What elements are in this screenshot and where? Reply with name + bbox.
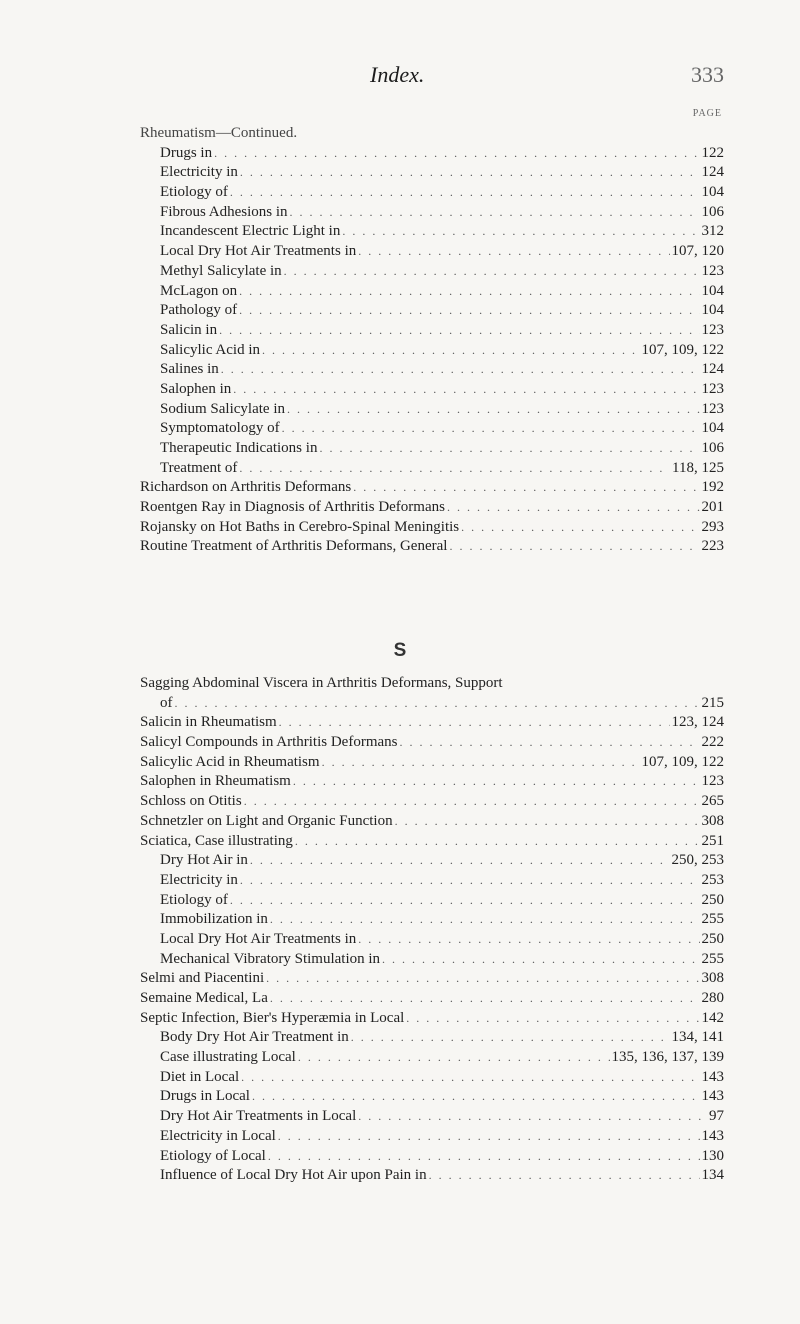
- leader-dots: [279, 713, 670, 733]
- leader-dots: [250, 851, 670, 871]
- entry-text: McLagon on: [160, 282, 238, 299]
- leader-dots: [252, 1087, 700, 1107]
- entry-text: Local Dry Hot Air Treatments in: [160, 243, 357, 260]
- entry-text: Local Dry Hot Air Treatments in: [160, 930, 357, 947]
- leader-dots: [399, 733, 699, 753]
- index-entry: [140, 301, 724, 321]
- entry-text: Rojansky on Hot Baths in Cerebro-Spinal Meningitis: [140, 518, 460, 535]
- leader-dots: [240, 163, 700, 183]
- leader-dots: [358, 242, 669, 262]
- entry-text: Electricity in: [160, 164, 238, 181]
- leader-dots: [270, 989, 700, 1009]
- entry-pages: 104: [701, 184, 724, 201]
- index-entry: [140, 772, 724, 792]
- leader-dots: [290, 203, 700, 223]
- entry-pages: 123, 124: [671, 714, 724, 731]
- leader-dots: [175, 694, 700, 714]
- entry-text: Salophen in: [160, 380, 232, 397]
- leader-dots: [244, 792, 700, 812]
- leader-dots: [298, 1048, 610, 1068]
- leader-dots: [262, 341, 640, 361]
- index-entry: [140, 1068, 724, 1088]
- entry-pages: 293: [701, 518, 724, 535]
- page-number: 333: [691, 62, 724, 87]
- entry-pages: 142: [701, 1009, 724, 1026]
- leader-dots: [287, 400, 700, 420]
- entry-text: Sagging Abdominal Viscera in Arthritis Deformans, Support: [140, 675, 503, 691]
- leader-dots: [282, 419, 700, 439]
- entry-pages: 124: [701, 164, 724, 181]
- entry-text: Dry Hot Air in: [160, 852, 248, 869]
- entry-text: Dry Hot Air Treatments in Local: [160, 1108, 357, 1125]
- entry-pages: 118, 125: [672, 459, 724, 476]
- index-entry: [140, 459, 724, 479]
- entry-text: Salicylic Acid in Rheumatism: [140, 753, 320, 770]
- entry-text: Salicin in: [160, 321, 218, 338]
- index-entry: [140, 851, 724, 871]
- entry-pages: 130: [701, 1147, 724, 1164]
- leader-dots: [241, 1068, 699, 1088]
- entry-pages: 251: [701, 832, 724, 849]
- entry-text: Case illustrating Local: [160, 1049, 296, 1066]
- entry-pages: 223: [701, 538, 724, 555]
- index-entry: [140, 518, 724, 538]
- index-entry: [140, 262, 724, 282]
- entry-text: Symptomatology of: [160, 420, 280, 437]
- leader-dots: [447, 498, 700, 518]
- entry-pages: 308: [701, 812, 724, 829]
- entry-text: Electricity in: [160, 871, 238, 888]
- index-entry: [140, 144, 724, 164]
- leader-dots: [214, 144, 699, 164]
- entry-pages: 265: [701, 793, 724, 810]
- leader-dots: [219, 321, 699, 341]
- entry-pages: 308: [701, 970, 724, 987]
- index-entry: [140, 713, 724, 733]
- index-entry: [140, 360, 724, 380]
- entry-text: Sodium Salicylate in: [160, 400, 285, 417]
- entry-text: Methyl Salicylate in: [160, 262, 282, 279]
- index-section-s: [140, 674, 724, 1186]
- entry-text: Pathology of: [160, 302, 238, 319]
- leader-dots: [240, 871, 700, 891]
- index-entry: [140, 1028, 724, 1048]
- index-entry: [140, 969, 724, 989]
- entry-pages: 104: [701, 282, 724, 299]
- entry-text: Fibrous Adhesions in: [160, 203, 288, 220]
- leader-dots: [266, 969, 699, 989]
- entry-pages: 123: [701, 380, 724, 397]
- index-entry: [140, 163, 724, 183]
- index-entry: [140, 950, 724, 970]
- index-entry: [140, 222, 724, 242]
- leader-dots: [239, 459, 670, 479]
- leader-dots: [319, 439, 699, 459]
- index-entry: [140, 321, 724, 341]
- leader-dots: [284, 262, 700, 282]
- section-letter: S: [393, 640, 407, 661]
- index-entry: [140, 203, 724, 223]
- leader-dots: [221, 360, 700, 380]
- entry-text: Drugs in Local: [160, 1088, 250, 1105]
- entry-pages: 143: [701, 1068, 724, 1085]
- entry-text: Salicin in Rheumatism: [140, 714, 277, 731]
- entry-pages: 250: [701, 930, 724, 947]
- index-entry: [140, 1107, 724, 1127]
- leader-dots: [353, 478, 699, 498]
- leader-dots: [461, 518, 699, 538]
- entry-pages: 123: [701, 773, 724, 790]
- index-entry: [140, 380, 724, 400]
- leader-dots: [358, 930, 699, 950]
- leader-dots: [293, 772, 700, 792]
- entry-pages: 107, 109, 122: [641, 753, 724, 770]
- leader-dots: [358, 1107, 707, 1127]
- entry-text: Schloss on Otitis: [140, 793, 242, 810]
- entry-pages: 222: [701, 734, 724, 751]
- index-entry: [140, 694, 724, 714]
- entry-pages: 250, 253: [671, 852, 724, 869]
- index-entry: [140, 282, 724, 302]
- leader-dots: [449, 537, 699, 557]
- entry-pages: 143: [701, 1088, 724, 1105]
- index-entry: [140, 910, 724, 930]
- entry-text: Septic Infection, Bier's Hyperæmia in Local: [140, 1009, 405, 1026]
- index-entry: [140, 400, 724, 420]
- entry-pages: 255: [701, 911, 724, 928]
- entry-text: Etiology of: [160, 891, 228, 908]
- entry-text: Mechanical Vibratory Stimulation in: [160, 950, 381, 967]
- entry-pages: 250: [701, 891, 724, 908]
- index-entry: [140, 1087, 724, 1107]
- entry-pages: 143: [701, 1127, 724, 1144]
- leader-dots: [230, 891, 700, 911]
- entry-pages: 123: [701, 321, 724, 338]
- index-entry: [140, 498, 724, 518]
- entry-text: Treatment of: [160, 459, 238, 476]
- entry-text: Diet in Local: [160, 1068, 240, 1085]
- entry-text: Etiology of: [160, 184, 228, 201]
- entry-pages: 280: [701, 990, 724, 1006]
- leader-dots: [268, 1147, 700, 1167]
- entry-pages: 106: [701, 203, 724, 220]
- entry-pages: 201: [701, 499, 724, 516]
- index-entry: [140, 537, 724, 557]
- entry-pages: 135, 136, 137, 139: [611, 1049, 724, 1066]
- index-entry: [140, 1166, 724, 1186]
- entry-text: Incandescent Electric Light in: [160, 223, 341, 240]
- entry-pages: 106: [701, 440, 724, 456]
- index-entry: [140, 1147, 724, 1167]
- index-entry: [140, 674, 724, 694]
- index-entry: [140, 1048, 724, 1068]
- index-entry: [140, 989, 724, 1009]
- entry-text: Therapeutic Indications in: [160, 440, 318, 456]
- entry-pages: 124: [701, 361, 724, 378]
- leader-dots: [406, 1009, 699, 1029]
- page-header: [0, 62, 800, 92]
- entry-text: Routine Treatment of Arthritis Deformans, General: [140, 538, 448, 555]
- index-entry: [140, 439, 724, 459]
- entry-pages: 192: [701, 479, 724, 496]
- leader-dots: [295, 832, 700, 852]
- index-heading: [140, 124, 724, 144]
- entry-text: Schnetzler on Light and Organic Function: [140, 812, 393, 829]
- leader-dots: [239, 301, 699, 321]
- leader-dots: [382, 950, 699, 970]
- entry-pages: 123: [701, 400, 724, 417]
- index-entry: [140, 832, 724, 852]
- entry-text: Salophen in Rheumatism: [140, 773, 291, 790]
- leader-dots: [322, 753, 640, 773]
- entry-text: Selmi and Piacentini: [140, 970, 265, 987]
- index-entry: [140, 341, 724, 361]
- index-entry: [140, 242, 724, 262]
- entry-text: Etiology of Local: [160, 1147, 266, 1164]
- leader-dots: [270, 910, 700, 930]
- entry-pages: 253: [701, 871, 724, 888]
- entry-text: Salicyl Compounds in Arthritis Deformans: [140, 734, 398, 751]
- entry-pages: 107, 120: [671, 243, 724, 260]
- entry-pages: 134, 141: [671, 1029, 724, 1046]
- heading-text: Rheumatism—Continued.: [140, 125, 298, 141]
- index-entry: [140, 183, 724, 203]
- entry-text: Roentgen Ray in Diagnosis of Arthritis Deformans: [140, 499, 445, 516]
- entry-pages: 107, 109, 122: [641, 341, 724, 358]
- entry-text: Influence of Local Dry Hot Air upon Pain in: [160, 1167, 427, 1184]
- leader-dots: [351, 1028, 670, 1048]
- leader-dots: [342, 222, 699, 242]
- leader-dots: [233, 380, 699, 400]
- index-entry: [140, 1009, 724, 1029]
- leader-dots: [395, 812, 700, 832]
- index-entry: [140, 871, 724, 891]
- index-entry: [140, 753, 724, 773]
- entry-pages: 215: [701, 694, 724, 711]
- entry-text: Immobilization in: [160, 911, 268, 928]
- leader-dots: [239, 282, 699, 302]
- leader-dots: [278, 1127, 700, 1147]
- entry-pages: 134: [701, 1167, 724, 1184]
- entry-pages: 104: [701, 302, 724, 319]
- running-title: Index.: [370, 62, 425, 87]
- entry-text: Electricity in Local: [160, 1127, 276, 1144]
- entry-text: Sciatica, Case illustrating: [140, 832, 293, 849]
- index-entry: [140, 792, 724, 812]
- entry-pages: 104: [701, 420, 724, 437]
- entry-pages: 97: [709, 1108, 724, 1125]
- entry-text: Richardson on Arthritis Deformans: [140, 479, 352, 496]
- page-column-label: PAGE: [692, 108, 722, 119]
- entry-pages: 123: [701, 262, 724, 279]
- index-section-r: [140, 124, 724, 557]
- index-entry: [140, 733, 724, 753]
- entry-text: Body Dry Hot Air Treatment in: [160, 1029, 349, 1046]
- entry-text: Salines in: [160, 361, 219, 378]
- entry-text: of: [160, 694, 173, 711]
- leader-dots: [429, 1166, 700, 1186]
- index-entry: [140, 419, 724, 439]
- entry-text: Semaine Medical, La: [140, 990, 268, 1006]
- entry-pages: 122: [701, 144, 724, 161]
- entry-pages: 255: [701, 950, 724, 967]
- entry-pages: 312: [701, 223, 724, 240]
- index-entry: [140, 930, 724, 950]
- leader-dots: [230, 183, 700, 203]
- index-entry: [140, 1127, 724, 1147]
- entry-text: Drugs in: [160, 144, 213, 161]
- index-entry: [140, 812, 724, 832]
- index-entry: [140, 891, 724, 911]
- entry-text: Salicylic Acid in: [160, 341, 260, 358]
- index-entry: [140, 478, 724, 498]
